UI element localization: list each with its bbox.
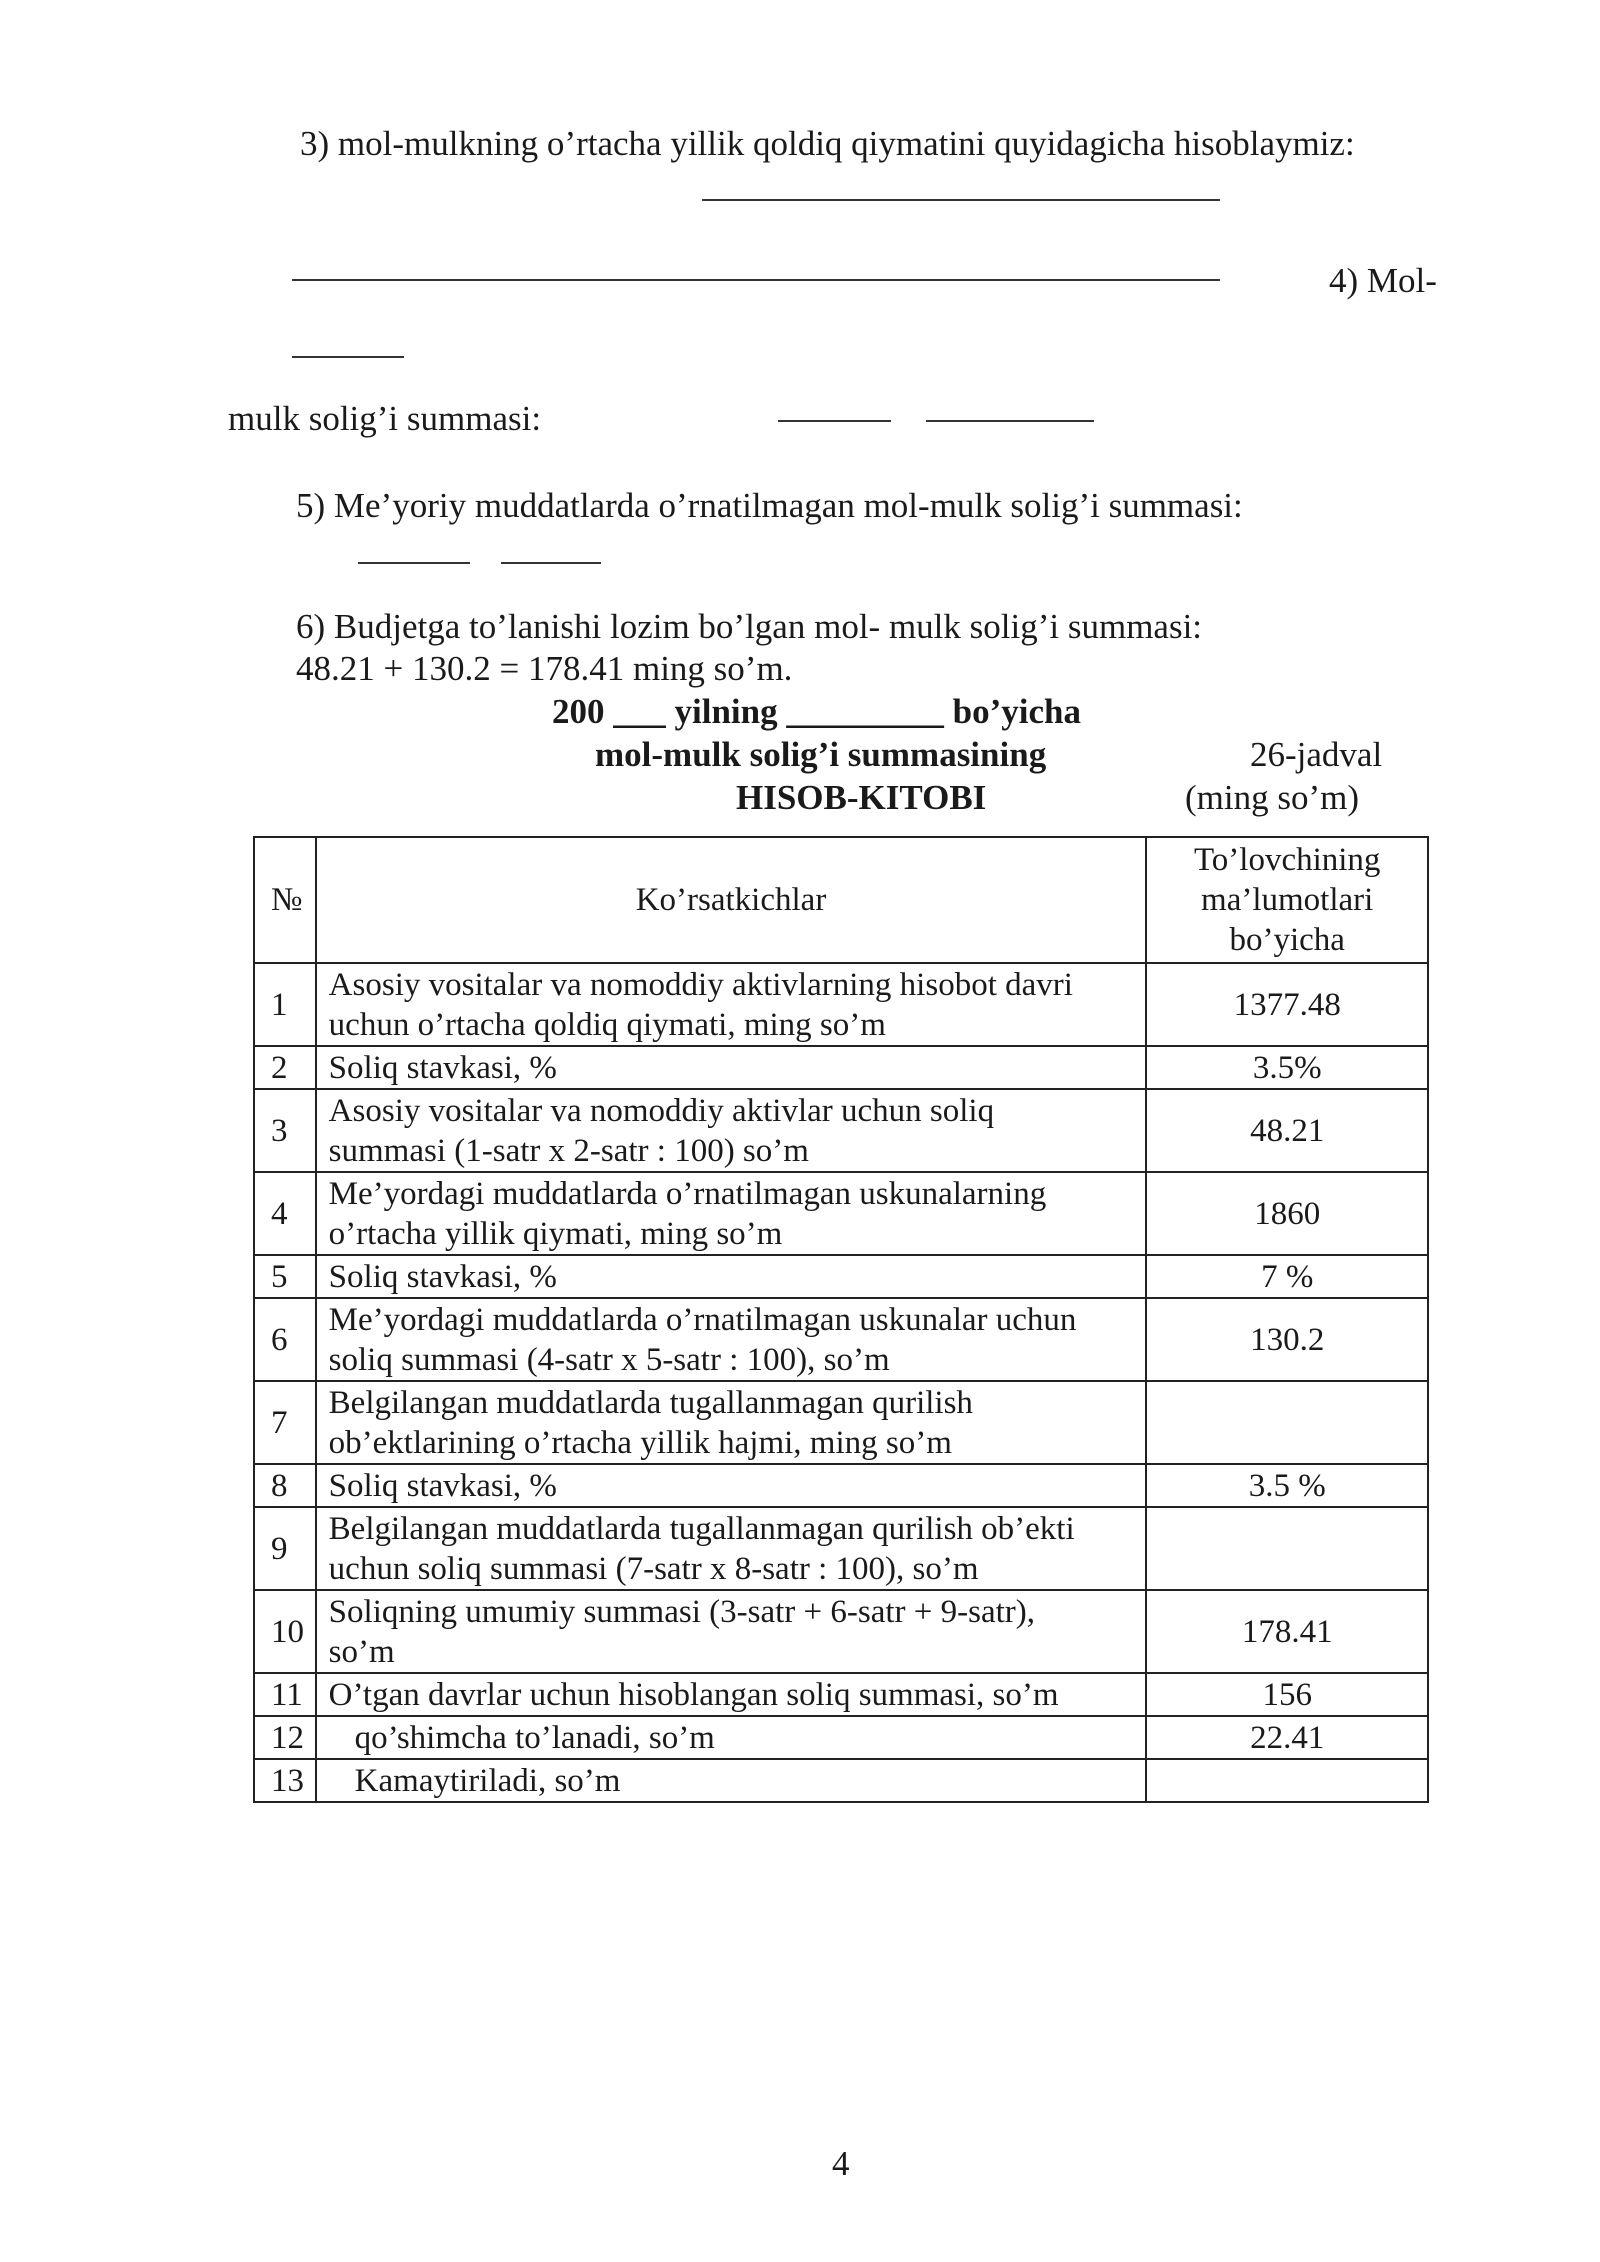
- row-number: 12: [254, 1716, 316, 1759]
- table-number: 26-jadval: [1250, 735, 1383, 774]
- row-value: [1146, 1381, 1428, 1464]
- table-row: [254, 1716, 1428, 1759]
- row-value: 130.2: [1146, 1298, 1428, 1381]
- row-value: 22.41: [1146, 1716, 1428, 1759]
- table-row: [254, 1255, 1428, 1298]
- row-indicator-line: Soliqning umumiy summasi (3-satr + 6-satr + 9-satr),: [328, 1593, 1035, 1630]
- table-row: [254, 1673, 1428, 1716]
- header-value-line: To’lovchining: [1193, 842, 1381, 878]
- row-number: 8: [254, 1464, 316, 1507]
- header-value-line: ma’lumotlari: [1201, 882, 1374, 918]
- row-number: 4: [254, 1172, 316, 1255]
- row-indicator: [316, 1172, 1147, 1255]
- row-indicator: Soliq stavkasi, %: [316, 1255, 1147, 1298]
- row-value: 1377.48: [1146, 963, 1428, 1046]
- table-row: [254, 1464, 1428, 1507]
- blank-line: [292, 356, 404, 358]
- blank-line: [292, 279, 1220, 281]
- row-indicator-line: Asosiy vositalar va nomoddiy aktivlar uchun soliq: [328, 1092, 995, 1129]
- row-number: 6: [254, 1298, 316, 1381]
- header-value: [1146, 837, 1428, 963]
- row-indicator-line: uchun soliq summasi (7-satr x 8-satr : 100), so’m: [328, 1550, 979, 1587]
- row-indicator: qo’shimcha to’lanadi, so’m: [316, 1716, 1147, 1759]
- row-indicator-line: summasi (1-satr x 2-satr : 100) so’m: [328, 1132, 809, 1169]
- row-value: [1146, 1759, 1428, 1802]
- row-value: 48.21: [1146, 1089, 1428, 1172]
- table-row: [254, 1172, 1428, 1255]
- row-indicator-line: uchun o’rtacha qoldiq qiymati, ming so’m: [328, 1006, 886, 1043]
- row-value: 156: [1146, 1673, 1428, 1716]
- row-indicator: Soliq stavkasi, %: [316, 1046, 1147, 1089]
- row-indicator: O’tgan davrlar uchun hisoblangan soliq summasi, so’m: [316, 1673, 1147, 1716]
- heading-line1: 200 ___ yilning _________ bo’yicha: [552, 692, 1081, 731]
- blank-line: [358, 562, 470, 564]
- row-number: 2: [254, 1046, 316, 1089]
- unit-label: (ming so’m): [1185, 778, 1360, 817]
- table-header-row: [254, 837, 1428, 963]
- row-value: [1146, 1507, 1428, 1590]
- row-value: 178.41: [1146, 1590, 1428, 1673]
- row-indicator: [316, 1381, 1147, 1464]
- row-value: 3.5 %: [1146, 1464, 1428, 1507]
- row-number: 10: [254, 1590, 316, 1673]
- header-value-line: bo’yicha: [1229, 922, 1345, 958]
- item3-text: 3) mol-mulkning o’rtacha yillik qoldiq qiymatini quyidagicha hisoblaymiz:: [300, 124, 1355, 163]
- row-indicator-line: Me’yordagi muddatlarda o’rnatilmagan uskunalar uchun: [328, 1301, 1077, 1338]
- row-indicator: [316, 1298, 1147, 1381]
- blank-line: [702, 199, 1220, 201]
- table-row: [254, 1046, 1428, 1089]
- row-indicator: [316, 1089, 1147, 1172]
- row-value: 7 %: [1146, 1255, 1428, 1298]
- row-indicator: [316, 963, 1147, 1046]
- row-indicator: [316, 1590, 1147, 1673]
- item6-text: 6) Budjetga to’lanishi lozim bo’lgan mol- mulk solig’i summasi:: [296, 607, 1203, 646]
- blank-line: [501, 562, 601, 564]
- row-indicator-line: Belgilangan muddatlarda tugallanmagan qurilish: [328, 1384, 973, 1421]
- row-number: 11: [254, 1673, 316, 1716]
- item4-text-a: 4) Mol-: [1329, 261, 1437, 300]
- row-indicator-line: Asosiy vositalar va nomoddiy aktivlarning hisobot davri: [328, 966, 1073, 1003]
- row-indicator-line: Belgilangan muddatlarda tugallanmagan qurilish ob’ekti: [328, 1510, 1075, 1547]
- blank-line: [926, 420, 1094, 422]
- row-indicator: [316, 1507, 1147, 1590]
- heading-line2: mol-mulk solig’i summasining: [595, 735, 1047, 774]
- table-row: [254, 963, 1428, 1046]
- row-indicator-line: soliq summasi (4-satr x 5-satr : 100), so’m: [328, 1341, 890, 1378]
- row-indicator-line: ob’ektlarining o’rtacha yillik hajmi, ming so’m: [328, 1424, 952, 1461]
- table-row: [254, 1759, 1428, 1802]
- row-indicator: Kamaytiriladi, so’m: [316, 1759, 1147, 1802]
- row-number: 5: [254, 1255, 316, 1298]
- row-indicator-line: so’m: [328, 1633, 395, 1670]
- table-row: [254, 1507, 1428, 1590]
- table-row: [254, 1381, 1428, 1464]
- item5-text: 5) Me’yoriy muddatlarda o’rnatilmagan mol-mulk solig’i summasi:: [296, 486, 1243, 525]
- row-number: 9: [254, 1507, 316, 1590]
- row-indicator-line: Me’yordagi muddatlarda o’rnatilmagan uskunalarning: [328, 1175, 1047, 1212]
- heading-title: HISOB-KITOBI: [736, 778, 987, 817]
- tax-calculation-table: [253, 836, 1429, 1803]
- row-indicator-line: o’rtacha yillik qiymati, ming so’m: [328, 1215, 783, 1252]
- table-row: [254, 1298, 1428, 1381]
- row-value: 3.5%: [1146, 1046, 1428, 1089]
- table-row: [254, 1089, 1428, 1172]
- row-number: 7: [254, 1381, 316, 1464]
- item6-calc: 48.21 + 130.2 = 178.41 ming so’m.: [296, 649, 793, 688]
- blank-line: [778, 420, 891, 422]
- row-number: 3: [254, 1089, 316, 1172]
- table-row: [254, 1590, 1428, 1673]
- row-value: 1860: [1146, 1172, 1428, 1255]
- header-num: №: [254, 837, 316, 963]
- row-number: 1: [254, 963, 316, 1046]
- item4-text-b: mulk solig’i summasi:: [228, 399, 542, 438]
- row-indicator: Soliq stavkasi, %: [316, 1464, 1147, 1507]
- page-number: 4: [832, 2144, 850, 2183]
- row-number: 13: [254, 1759, 316, 1802]
- header-indicator: Ko’rsatkichlar: [316, 837, 1147, 963]
